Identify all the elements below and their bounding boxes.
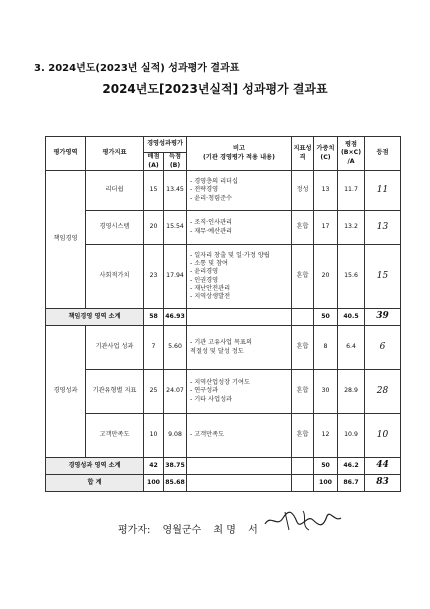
- header-alloc-sub: (A): [148, 161, 159, 169]
- subtotal-score: 46.93: [164, 309, 187, 326]
- weight-cell: 20: [314, 245, 338, 309]
- rating-cell: 6.4: [338, 326, 365, 370]
- handwritten-signature: [263, 508, 343, 534]
- remarks-cell: [187, 171, 292, 211]
- subtotal-grade: 44: [365, 458, 401, 475]
- grade-cell: 10: [365, 414, 401, 458]
- total-weight: 100: [314, 475, 338, 492]
- score-cell: 17.94: [164, 245, 187, 309]
- remark-line: - 재난안전관리: [190, 284, 231, 292]
- table-row: [46, 370, 401, 414]
- subtotal-rating: 40.5: [338, 309, 365, 326]
- subtotal-alloc: 42: [144, 458, 164, 475]
- score-cell: 9.08: [164, 414, 187, 458]
- alloc-cell: 7: [144, 326, 164, 370]
- header-weight-sub: (C): [320, 153, 331, 161]
- header-alloc: [144, 153, 164, 171]
- evaluator-name-last: 서: [248, 525, 258, 536]
- table-row: [46, 171, 401, 211]
- weight-cell: 17: [314, 211, 338, 245]
- subtotal-row: [46, 458, 401, 475]
- evaluation-table: [45, 136, 401, 492]
- indicator-cell: 사회적가치: [86, 245, 144, 309]
- header-rating: [338, 137, 365, 171]
- remark-line: - 재무·예산관리: [190, 227, 233, 235]
- remark-line: - 윤리·청렴준수: [190, 194, 233, 202]
- rating-cell: 28.9: [338, 370, 365, 414]
- remark-line: - 연구성과: [190, 387, 219, 395]
- remark-line: 적절성 및 달성 정도: [190, 347, 244, 355]
- remark-line: - 기타 사업성과: [190, 395, 233, 403]
- total-row: [46, 475, 401, 492]
- header-score: [164, 153, 187, 171]
- header-remarks-label: 비고: [233, 145, 245, 153]
- remark-line: - 윤리경영: [190, 268, 219, 276]
- alloc-cell: 10: [144, 414, 164, 458]
- area-responsible: 책임경영: [46, 171, 86, 309]
- header-rating-sub: (B×C): [340, 149, 362, 157]
- nature-cell: 혼합: [292, 370, 314, 414]
- remark-line: - 인권경영: [190, 276, 219, 284]
- remarks-cell: [187, 326, 292, 370]
- weight-cell: 30: [314, 370, 338, 414]
- remark-line: - 경영층의 리더십: [190, 178, 239, 186]
- nature-cell: 정성: [292, 171, 314, 211]
- subtotal-label: 책임경영 영역 소계: [46, 309, 144, 326]
- nature-cell: 혼합: [292, 326, 314, 370]
- table-row: [46, 326, 401, 370]
- total-grade: 83: [365, 475, 401, 492]
- header-score-label: 득점: [169, 153, 181, 161]
- remark-line: - 조직·인사관리: [190, 219, 233, 227]
- indicator-cell: 리더쉽: [86, 171, 144, 211]
- rating-cell: 10.9: [338, 414, 365, 458]
- evaluator-signature-line: [118, 521, 267, 536]
- indicator-cell: 경영시스템: [86, 211, 144, 245]
- subtotal-rating: 46.2: [338, 458, 365, 475]
- alloc-cell: 23: [144, 245, 164, 309]
- subtotal-weight: 50: [314, 309, 338, 326]
- grade-cell: 6: [365, 326, 401, 370]
- nature-cell: 혼합: [292, 245, 314, 309]
- document-title: 2024년도[2023년실적] 성과평가 결과표: [102, 82, 328, 96]
- score-cell: 13.45: [164, 171, 187, 211]
- nature-cell: 혼합: [292, 414, 314, 458]
- alloc-cell: 15: [144, 171, 164, 211]
- indicator-cell: 기관사업 성과: [86, 326, 144, 370]
- subtotal-grade: 39: [365, 309, 401, 326]
- weight-cell: 8: [314, 326, 338, 370]
- header-nature: 지표성격: [292, 137, 314, 171]
- remark-line: - 지역산업성장 기여도: [190, 379, 250, 387]
- remarks-cell: [187, 370, 292, 414]
- header-remarks: [187, 137, 292, 171]
- grade-cell: 28: [365, 370, 401, 414]
- indicator-cell: 고객만족도: [86, 414, 144, 458]
- remark-line: - 전략경영: [190, 186, 219, 194]
- score-cell: 24.07: [164, 370, 187, 414]
- total-score: 85.68: [164, 475, 187, 492]
- remark-line: - 지역상생발전: [190, 292, 231, 300]
- header-remarks-sub: (기관 경영평가 적용 내용): [203, 153, 275, 161]
- rating-cell: 13.2: [338, 211, 365, 245]
- header-alloc-label: 배점: [147, 153, 160, 161]
- indicator-cell: 기관유형별 지표: [86, 370, 144, 414]
- alloc-cell: 20: [144, 211, 164, 245]
- header-weight-label: 가중치: [316, 145, 335, 153]
- table-row: [46, 211, 401, 245]
- weight-cell: 12: [314, 414, 338, 458]
- nature-cell: 혼합: [292, 211, 314, 245]
- header-weight: [314, 137, 338, 171]
- subtotal-label: 경영성과 영역 소계: [46, 458, 144, 475]
- header-rating-sub2: /A: [347, 157, 355, 165]
- remark-line: - 소통 및 참여: [190, 260, 229, 268]
- alloc-cell: 25: [144, 370, 164, 414]
- evaluator-name: 최 명: [213, 525, 236, 536]
- rating-cell: 11.7: [338, 171, 365, 211]
- subtotal-row: [46, 309, 401, 326]
- header-rating-label: 평점: [345, 141, 357, 149]
- grade-cell: 13: [365, 211, 401, 245]
- header-grade: 등점: [365, 137, 401, 171]
- remarks-cell: [187, 211, 292, 245]
- total-alloc: 100: [144, 475, 164, 492]
- remarks-cell: [187, 414, 292, 458]
- rating-cell: 15.6: [338, 245, 365, 309]
- area-performance: 경영성과: [46, 326, 86, 458]
- grade-cell: 15: [365, 245, 401, 309]
- score-cell: 15.54: [164, 211, 187, 245]
- header-indicator: 평가지표: [86, 137, 144, 171]
- header-mgmt-eval: 경영성과평가: [144, 137, 187, 153]
- grade-cell: 11: [365, 171, 401, 211]
- subtotal-alloc: 58: [144, 309, 164, 326]
- table-row: [46, 414, 401, 458]
- weight-cell: 13: [314, 171, 338, 211]
- remarks-cell: [187, 245, 292, 309]
- score-cell: 5.60: [164, 326, 187, 370]
- subtotal-score: 38.75: [164, 458, 187, 475]
- section-title: 3. 2024년도(2023년 실적) 성과평가 결과표: [34, 63, 240, 74]
- header-score-sub: (B): [169, 161, 181, 169]
- remark-line: - 고객만족도: [190, 431, 225, 439]
- evaluator-label: 평가자:: [118, 525, 151, 536]
- header-area: 평가영역: [46, 137, 86, 171]
- total-rating: 86.7: [338, 475, 365, 492]
- subtotal-weight: 50: [314, 458, 338, 475]
- remark-line: - 기관 고유사업 목표의: [190, 339, 252, 347]
- total-label: 합 계: [46, 475, 144, 492]
- table-row: [46, 245, 401, 309]
- remark-line: - 일자리 창출 및 일·가정 양립: [190, 252, 270, 260]
- evaluator-org: 영월군수: [162, 525, 202, 536]
